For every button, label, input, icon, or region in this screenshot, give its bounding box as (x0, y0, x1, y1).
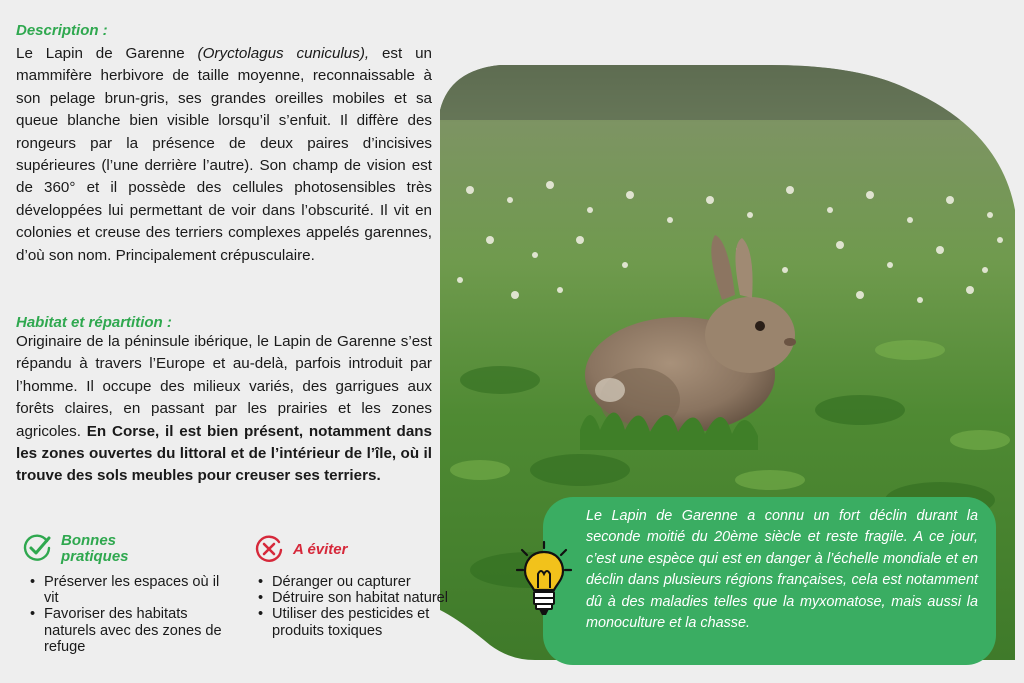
habitat-text: Originaire de la péninsule ibérique, le Lapin de Garenne s’est répandu à travers l’Europe et au-delà, parfois introduit par l’homme. Il occupe des milieux variés, des garrigues aux forêts claires, en passant par les prairies et les zones agricoles. En Corse, il est bien présent, notamment dans les zones ouvertes du littoral et de l’intérieur de l’île, où il trouve des sols meubles pour creuser ses terriers. (16, 333, 432, 485)
list-item: • Favoriser des habitats naturels avec des zones de refuge (30, 606, 230, 655)
habitat-corsica-text: En Corse, il est bien présent, notamment dans les zones ouvertes du littoral et de l’intérieur de l’île, où il trouve des sols meubles pour creuser ses terriers. (16, 422, 432, 485)
lightbulb-icon (516, 540, 572, 624)
avoid-list (258, 574, 458, 639)
description-text: Le Lapin de Garenne (Oryctolagus cuniculus), est un mammifère herbivore de taille moyenne, reconnaissable à son pelage brun-gris, ses grandes oreilles mobiles et sa queue blanche bien visible lorsqu’il s’enfuit. Il diffère des rongeurs par la présence de deux paires d’incisives supérieures (l’une derrière l’autre). Son champ de vision est de 360° et il possède des cellules photosensibles très développées lui permettant de voir dans l’obscurité. Il vit en colonies et creuse des terriers complexes appelés garennes, d’où son nom. Principalement crépusculaire. (16, 45, 433, 264)
list-item: • Utiliser des pesticides et produits toxiques (258, 606, 458, 638)
good-practices-list (30, 574, 230, 655)
info-text: Le Lapin de Garenne a connu un fort déclin durant la seconde moitié du 20ème siècle et reste fragile. A ce jour, c’est une espèce qui est en danger à l’échelle mondiale et en déclin dans plusieurs régions françaises, cela est notamment dû à des maladies telles que la myxomatose, mais aussi la monoculture et la chasse. (586, 508, 978, 632)
list-item: • Détruire son habitat naturel (258, 590, 458, 606)
list-item: • Déranger ou capturer (258, 574, 458, 590)
cross-circle-icon (254, 534, 284, 564)
list-item: • Préserver les espaces où il vit (30, 574, 230, 606)
check-circle-icon (22, 533, 52, 563)
description-heading: Description : (16, 22, 108, 39)
scientific-name: (Oryctolagus cuniculus), (197, 45, 370, 62)
habitat-heading: Habitat et répartition : (16, 314, 172, 331)
avoid-title: A éviter (293, 541, 348, 558)
good-practices-title: Bonnes pratiques (61, 532, 129, 565)
